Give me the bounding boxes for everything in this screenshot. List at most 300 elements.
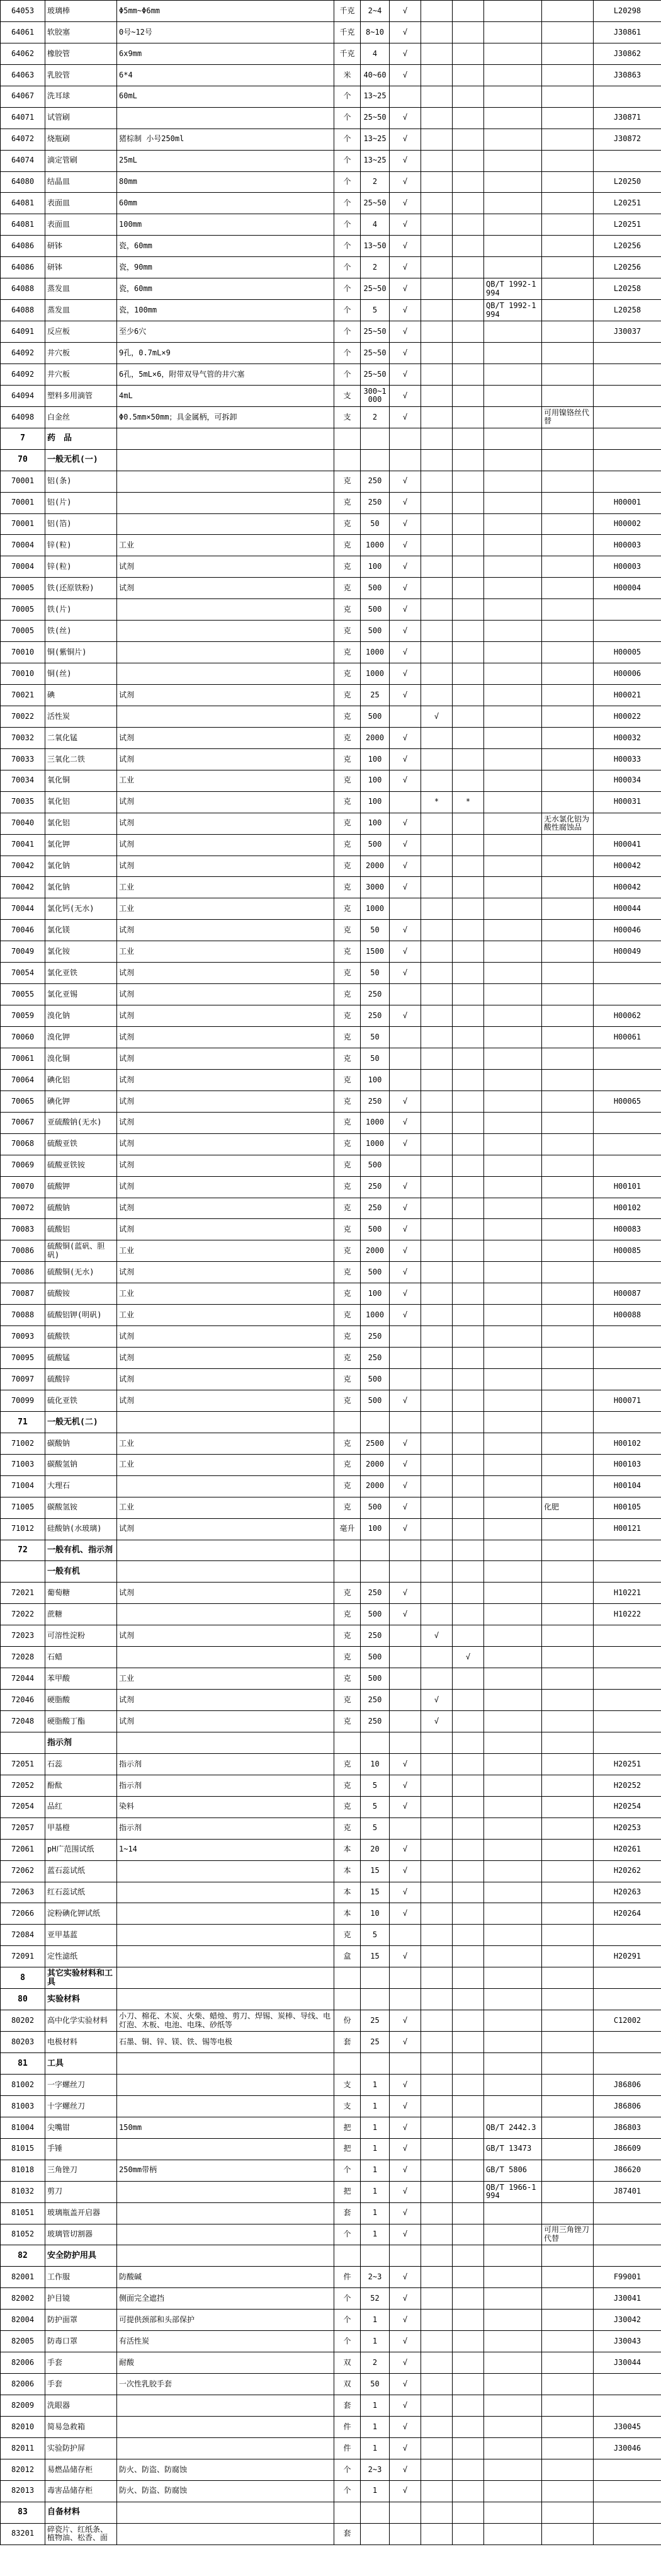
check-col-1: √ [390,2095,421,2117]
check-col-1: √ [390,2160,421,2181]
check-col-2 [421,64,453,86]
check-col-1: √ [390,513,421,535]
item-note [542,300,594,321]
check-col-1 [390,1967,421,1989]
check-col-1: √ [390,214,421,236]
item-code: 70097 [1,1369,45,1390]
item-unit: 克 [334,770,361,791]
item-qty: 100 [361,1283,390,1305]
check-col-3 [453,2117,484,2138]
item-ref-code [594,2459,661,2480]
check-col-1 [390,2245,421,2267]
item-spec [117,2224,334,2245]
item-unit: 套 [334,2395,361,2417]
check-col-1: √ [390,321,421,343]
item-row [1,2416,661,2437]
item-name: 硫酸铝 [45,1219,117,1240]
item-row [1,471,661,492]
item-qty: 1 [361,2310,390,2331]
item-qty: 500 [361,621,390,642]
item-qty [361,449,390,471]
item-row [1,406,661,428]
check-col-3 [453,385,484,406]
item-ref-code [594,1647,661,1668]
item-qty: 5 [361,1796,390,1818]
item-row [1,1283,661,1305]
check-col-1: √ [390,2480,421,2502]
item-qty: 8~10 [361,21,390,43]
check-col-3 [453,2202,484,2224]
check-col-1: √ [390,1604,421,1625]
item-qty: 2 [361,406,390,428]
check-col-2 [421,1946,453,1967]
item-code: 83 [1,2502,45,2523]
item-row [1,1668,661,1690]
item-row [1,2480,661,2502]
item-standard [484,1262,542,1283]
item-spec [117,1732,334,1753]
item-code: 70001 [1,513,45,535]
item-name: 碘化钾 [45,1091,117,1112]
item-row [1,278,661,300]
item-note: 无水氯化铝为酸性腐蚀品 [542,813,594,834]
item-spec: 250mm带柄 [117,2160,334,2181]
item-qty: 15 [361,1946,390,1967]
check-col-3 [453,107,484,129]
item-qty: 250 [361,984,390,1005]
item-row [1,1091,661,1112]
item-ref-code: H00041 [594,834,661,856]
item-qty: 2000 [361,727,390,748]
item-row [1,385,661,406]
item-row [1,1690,661,1711]
item-note [542,1091,594,1112]
item-note [542,1176,594,1198]
item-name: 蒸发皿 [45,300,117,321]
item-standard [484,1604,542,1625]
item-spec [117,1946,334,1967]
item-row [1,150,661,171]
check-col-1: √ [390,406,421,428]
item-name: 玻璃棒 [45,1,117,22]
item-row [1,2267,661,2288]
item-ref-code: H10221 [594,1583,661,1604]
item-spec [117,1411,334,1433]
item-standard [484,2352,542,2374]
item-unit: 克 [334,748,361,770]
item-standard [484,1668,542,1690]
check-col-1: √ [390,920,421,941]
item-row [1,2074,661,2095]
check-col-1: √ [390,813,421,834]
item-standard [484,1753,542,1775]
section-row [1,428,661,449]
item-qty: 25 [361,2032,390,2053]
item-ref-code: L20251 [594,193,661,214]
item-note [542,2160,594,2181]
check-col-2 [421,1069,453,1091]
check-col-3 [453,1989,484,2010]
item-qty: 250 [361,1326,390,1348]
item-row [1,1604,661,1625]
item-spec [117,428,334,449]
item-name: 毒害品储存柜 [45,2480,117,2502]
check-col-1: √ [390,2074,421,2095]
item-spec: 耐酸 [117,2352,334,2374]
item-ref-code: H00104 [594,1475,661,1497]
item-code: 82012 [1,2459,45,2480]
item-name: 自备材料 [45,2502,117,2523]
item-spec: 试剂 [117,1133,334,1155]
check-col-3 [453,43,484,64]
check-col-1: √ [390,364,421,385]
item-note [542,150,594,171]
item-note [542,791,594,813]
item-note [542,1027,594,1048]
item-note [542,2138,594,2160]
item-note [542,236,594,257]
item-note [542,1283,594,1305]
item-row [1,556,661,578]
check-col-1 [390,1411,421,1433]
item-code: 70034 [1,770,45,791]
item-row [1,1219,661,1240]
item-unit: 克 [334,535,361,556]
item-row [1,1005,661,1027]
item-row [1,214,661,236]
item-row [1,1390,661,1411]
item-ref-code: H00049 [594,941,661,963]
item-note [542,2245,594,2267]
check-col-3 [453,1668,484,1690]
check-col-1 [390,1711,421,1732]
item-code: 64061 [1,21,45,43]
item-unit: 克 [334,663,361,685]
check-col-2 [421,492,453,513]
item-spec [117,2502,334,2523]
item-note [542,2010,594,2032]
item-row [1,129,661,150]
item-standard [484,1305,542,1326]
item-code: 70095 [1,1348,45,1369]
item-unit: 本 [334,1882,361,1903]
item-code: 64086 [1,257,45,278]
item-ref-code [594,449,661,471]
item-code: 81004 [1,2117,45,2138]
item-unit: 个 [334,2331,361,2352]
item-spec [117,1475,334,1497]
item-unit: 支 [334,406,361,428]
check-col-3 [453,2331,484,2352]
check-col-1: √ [390,856,421,877]
item-code: 70005 [1,578,45,599]
item-code [1,1732,45,1753]
item-qty: 1 [361,2138,390,2160]
item-unit: 个 [334,2480,361,2502]
item-qty: 13~25 [361,150,390,171]
item-code: 72 [1,1540,45,1561]
item-row [1,727,661,748]
item-qty: 1 [361,2437,390,2459]
item-unit: 克 [334,1133,361,1155]
item-code: 81052 [1,2224,45,2245]
check-col-1 [390,449,421,471]
item-spec: 试剂 [117,556,334,578]
item-row [1,1583,661,1604]
item-qty: 2000 [361,1454,390,1475]
check-col-3 [453,1219,484,1240]
check-col-2 [421,1925,453,1946]
item-code: 81032 [1,2181,45,2202]
check-col-2 [421,2010,453,2032]
check-col-3 [453,1005,484,1027]
check-col-3 [453,492,484,513]
item-qty: 15 [361,1882,390,1903]
item-standard [484,1518,542,1540]
item-row [1,2202,661,2224]
item-qty: 25~50 [361,321,390,343]
item-qty: 250 [361,471,390,492]
item-row [1,2224,661,2245]
check-col-2 [421,2310,453,2331]
check-col-3 [453,1155,484,1176]
item-note [542,920,594,941]
item-row [1,1198,661,1219]
item-row [1,1112,661,1133]
item-spec [117,1903,334,1925]
item-code: 70054 [1,963,45,984]
item-row [1,343,661,364]
check-col-3 [453,1390,484,1411]
item-spec [117,2074,334,2095]
item-standard [484,1946,542,1967]
check-col-3 [453,2053,484,2075]
item-name: 反应板 [45,321,117,343]
item-standard [484,171,542,193]
item-name: 一字螺丝刀 [45,2074,117,2095]
check-col-1: √ [390,642,421,663]
item-note [542,1882,594,1903]
check-col-3 [453,2074,484,2095]
check-col-2 [421,2074,453,2095]
item-qty: 1000 [361,1133,390,1155]
item-row [1,1882,661,1903]
item-row [1,2288,661,2310]
item-code: 70004 [1,535,45,556]
item-standard [484,1369,542,1390]
item-ref-code: H00101 [594,1176,661,1198]
item-qty: 25~50 [361,364,390,385]
item-row [1,1240,661,1262]
check-col-2 [421,1155,453,1176]
item-row [1,1348,661,1369]
item-row [1,706,661,727]
item-standard [484,2502,542,2523]
item-code: 72046 [1,1690,45,1711]
check-col-2 [421,1796,453,1818]
item-code: 70046 [1,920,45,941]
item-name: 一般有机 [45,1561,117,1583]
item-row [1,1775,661,1796]
item-code: 70064 [1,1069,45,1091]
item-spec: 试剂 [117,1069,334,1091]
item-spec: 工业 [117,770,334,791]
item-spec: 试剂 [117,727,334,748]
item-name: 塑料多用滴管 [45,385,117,406]
check-col-2 [421,984,453,1005]
item-unit: 套 [334,2523,361,2545]
item-unit [334,428,361,449]
item-spec: 猪棕制 小号250ml [117,129,334,150]
item-standard [484,1112,542,1133]
item-spec: 9孔，0.7mL×9 [117,343,334,364]
check-col-1 [390,1732,421,1753]
item-name: 氯化铵 [45,941,117,963]
check-col-1: √ [390,64,421,86]
item-unit: 个 [334,2160,361,2181]
item-spec: 150mm [117,2117,334,2138]
item-name: 淀粉碘化钾试纸 [45,1903,117,1925]
check-col-2 [421,193,453,214]
check-col-1: √ [390,2117,421,2138]
item-ref-code: H00022 [594,706,661,727]
item-note [542,471,594,492]
item-ref-code: L20298 [594,1,661,22]
check-col-1: √ [390,2010,421,2032]
item-qty: 100 [361,556,390,578]
check-col-3 [453,428,484,449]
item-ref-code [594,1732,661,1753]
check-col-1 [390,1818,421,1839]
check-col-3 [453,278,484,300]
item-ref-code: J30041 [594,2288,661,2310]
item-ref-code: H00105 [594,1497,661,1518]
check-col-2 [421,2138,453,2160]
item-name: 研钵 [45,257,117,278]
item-code: 70070 [1,1176,45,1198]
check-col-1 [390,1625,421,1647]
item-note [542,278,594,300]
item-row [1,257,661,278]
item-standard [484,193,542,214]
item-qty: 50 [361,963,390,984]
item-name: 氯化钠 [45,856,117,877]
item-note [542,1690,594,1711]
check-col-3 [453,1348,484,1369]
item-unit: 克 [334,1198,361,1219]
item-name: 硫酸亚铁铵 [45,1155,117,1176]
item-spec: Φ0.5mm×50mm；具金属柄，可拆卸 [117,406,334,428]
item-unit: 个 [334,86,361,107]
item-standard [484,1732,542,1753]
item-ref-code: J30863 [594,64,661,86]
item-note [542,941,594,963]
item-spec [117,1882,334,1903]
check-col-2 [421,1518,453,1540]
item-note [542,621,594,642]
item-qty: 1000 [361,663,390,685]
item-code: 72048 [1,1711,45,1732]
check-col-2 [421,727,453,748]
check-col-1: √ [390,2352,421,2374]
item-note [542,214,594,236]
item-name: 亚甲基蓝 [45,1925,117,1946]
item-qty: 500 [361,1604,390,1625]
check-col-2 [421,1176,453,1198]
check-col-3 [453,898,484,920]
item-standard [484,1475,542,1497]
item-spec: 防火、防盗、防腐蚀 [117,2459,334,2480]
item-spec [117,1967,334,1989]
item-spec: 试剂 [117,1625,334,1647]
item-name: 易燃品储存柜 [45,2459,117,2480]
item-note [542,856,594,877]
item-unit: 个 [334,321,361,343]
check-col-2 [421,1,453,22]
item-ref-code: J86609 [594,2138,661,2160]
item-standard [484,2437,542,2459]
check-col-1 [390,1326,421,1348]
item-ref-code: H00044 [594,898,661,920]
item-standard [484,578,542,599]
check-col-3 [453,2267,484,2288]
item-note [542,1198,594,1219]
item-unit: 克 [334,1155,361,1176]
item-spec: 瓷，60mm [117,278,334,300]
item-standard [484,1561,542,1583]
item-ref-code [594,1326,661,1348]
item-name: 碎瓷片、红纸条、植物油、松香、面 [45,2523,117,2545]
item-unit: 个 [334,2310,361,2331]
item-ref-code [594,2502,661,2523]
check-col-2 [421,150,453,171]
item-standard [484,1775,542,1796]
item-unit: 克 [334,1048,361,1069]
check-col-2 [421,813,453,834]
item-code: 64098 [1,406,45,428]
item-qty: 40~60 [361,64,390,86]
check-col-1: √ [390,663,421,685]
check-col-2 [421,1818,453,1839]
item-ref-code [594,813,661,834]
item-note [542,2288,594,2310]
check-col-1 [390,2502,421,2523]
item-spec: Φ5mm~Φ6mm [117,1,334,22]
item-qty: 1 [361,2074,390,2095]
item-row [1,813,661,834]
item-standard [484,214,542,236]
check-col-2 [421,1583,453,1604]
item-spec: 工业 [117,1433,334,1454]
item-unit: 盒 [334,1946,361,1967]
check-col-2 [421,236,453,257]
check-col-3 [453,727,484,748]
item-name: 氯化亚锡 [45,984,117,1005]
check-col-3 [453,834,484,856]
item-note [542,685,594,706]
item-unit: 克 [334,1305,361,1326]
item-ref-code: H20291 [594,1946,661,1967]
item-ref-code: L20256 [594,236,661,257]
item-spec: 60mL [117,86,334,107]
item-code: 70022 [1,706,45,727]
item-note [542,1604,594,1625]
item-spec: 小刀、棉花、木炭、火柴、蜡烛、剪刀、焊锡、炭棒、导线、电灯泡、木板、电池、电珠、砂纸等 [117,2010,334,2032]
check-col-1: √ [390,1753,421,1775]
check-col-3 [453,1069,484,1091]
section-row [1,2245,661,2267]
item-spec: 4mL [117,385,334,406]
